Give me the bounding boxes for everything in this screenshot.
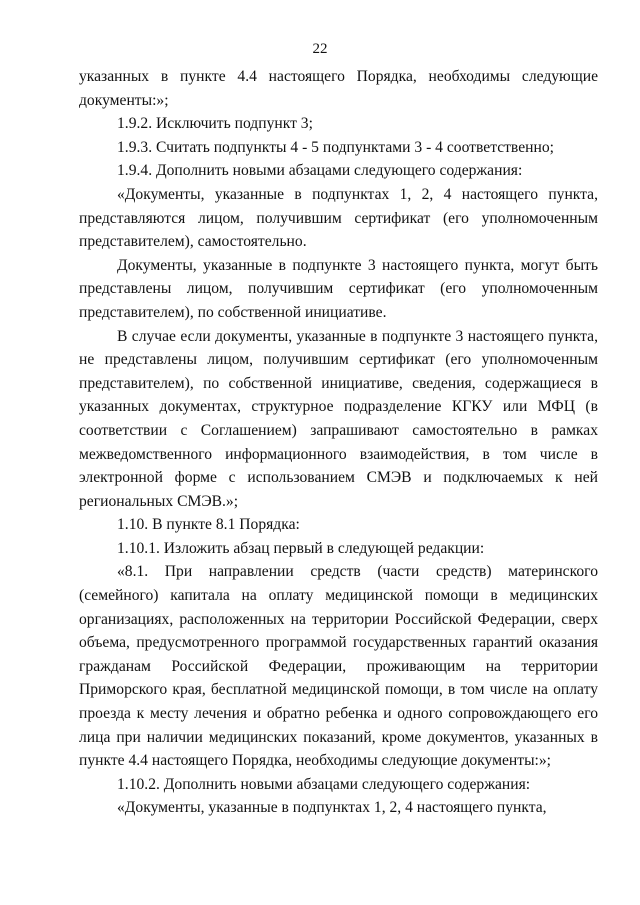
paragraph: указанных в пункте 4.4 настоящего Порядка, необходимы следующие документы:»; [79, 68, 598, 109]
paragraph: В случае если документы, указанные в подпункте 3 настоящего пункта, не представлены лицом, получившим сертификат (его уполномоченным представителем), по собственной инициативе, сведения, содержащиеся в указанных документах, структурное подразделение КГКУ или МФЦ (в соответствии с Соглашением) запрашивают самостоятельно в рамках межведомственного информационного взаимодействия, в том числе в электронной форме с использованием СМЭВ и подключаемых к ней региональных СМЭВ.»; [79, 327, 598, 510]
paragraph: 1.9.2. Исключить подпункт 3; [117, 115, 313, 133]
document-body [79, 65, 598, 820]
paragraph: 1.9.4. Дополнить новыми абзацами следующего содержания: [117, 162, 523, 180]
paragraph: 1.10.2. Дополнить новыми абзацами следующего содержания: [117, 775, 531, 793]
paragraph: «Документы, указанные в подпунктах 1, 2, 4 настоящего пункта, представляются лицом, получившим сертификат (его уполномоченным представителем), самостоятельно. [79, 185, 598, 251]
paragraph: «8.1. При направлении средств (части средств) материнского (семейного) капитала на оплату медицинской помощи в медицинских организациях, расположенных на территории Российской Федерации, сверх объема, предусмотренного программой государственных гарантий оказания гражданам Российской Федерации, проживающим на территории Приморского края, бесплатной медицинской помощи, в том числе на оплату проезда к месту лечения и обратно ребенка и одного сопровождающего его лица при наличии медицинских показаний, кроме документов, указанных в пункте 4.4 настоящего Порядка, необходимы следующие документы:»; [79, 563, 598, 770]
paragraph: 1.10.1. Изложить абзац первый в следующей редакции: [117, 539, 485, 557]
page-number: 22 [312, 41, 328, 57]
paragraph: 1.10. В пункте 8.1 Порядка: [117, 516, 300, 534]
paragraph: «Документы, указанные в подпунктах 1, 2, 4 настоящего пункта, [117, 799, 547, 817]
paragraph: 1.9.3. Считать подпункты 4 - 5 подпунктами 3 - 4 соответственно; [117, 138, 554, 156]
paragraph: Документы, указанные в подпункте 3 настоящего пункта, могут быть представлены лицом, получившим сертификат (его уполномоченным представителем), по собственной инициативе. [79, 256, 598, 321]
